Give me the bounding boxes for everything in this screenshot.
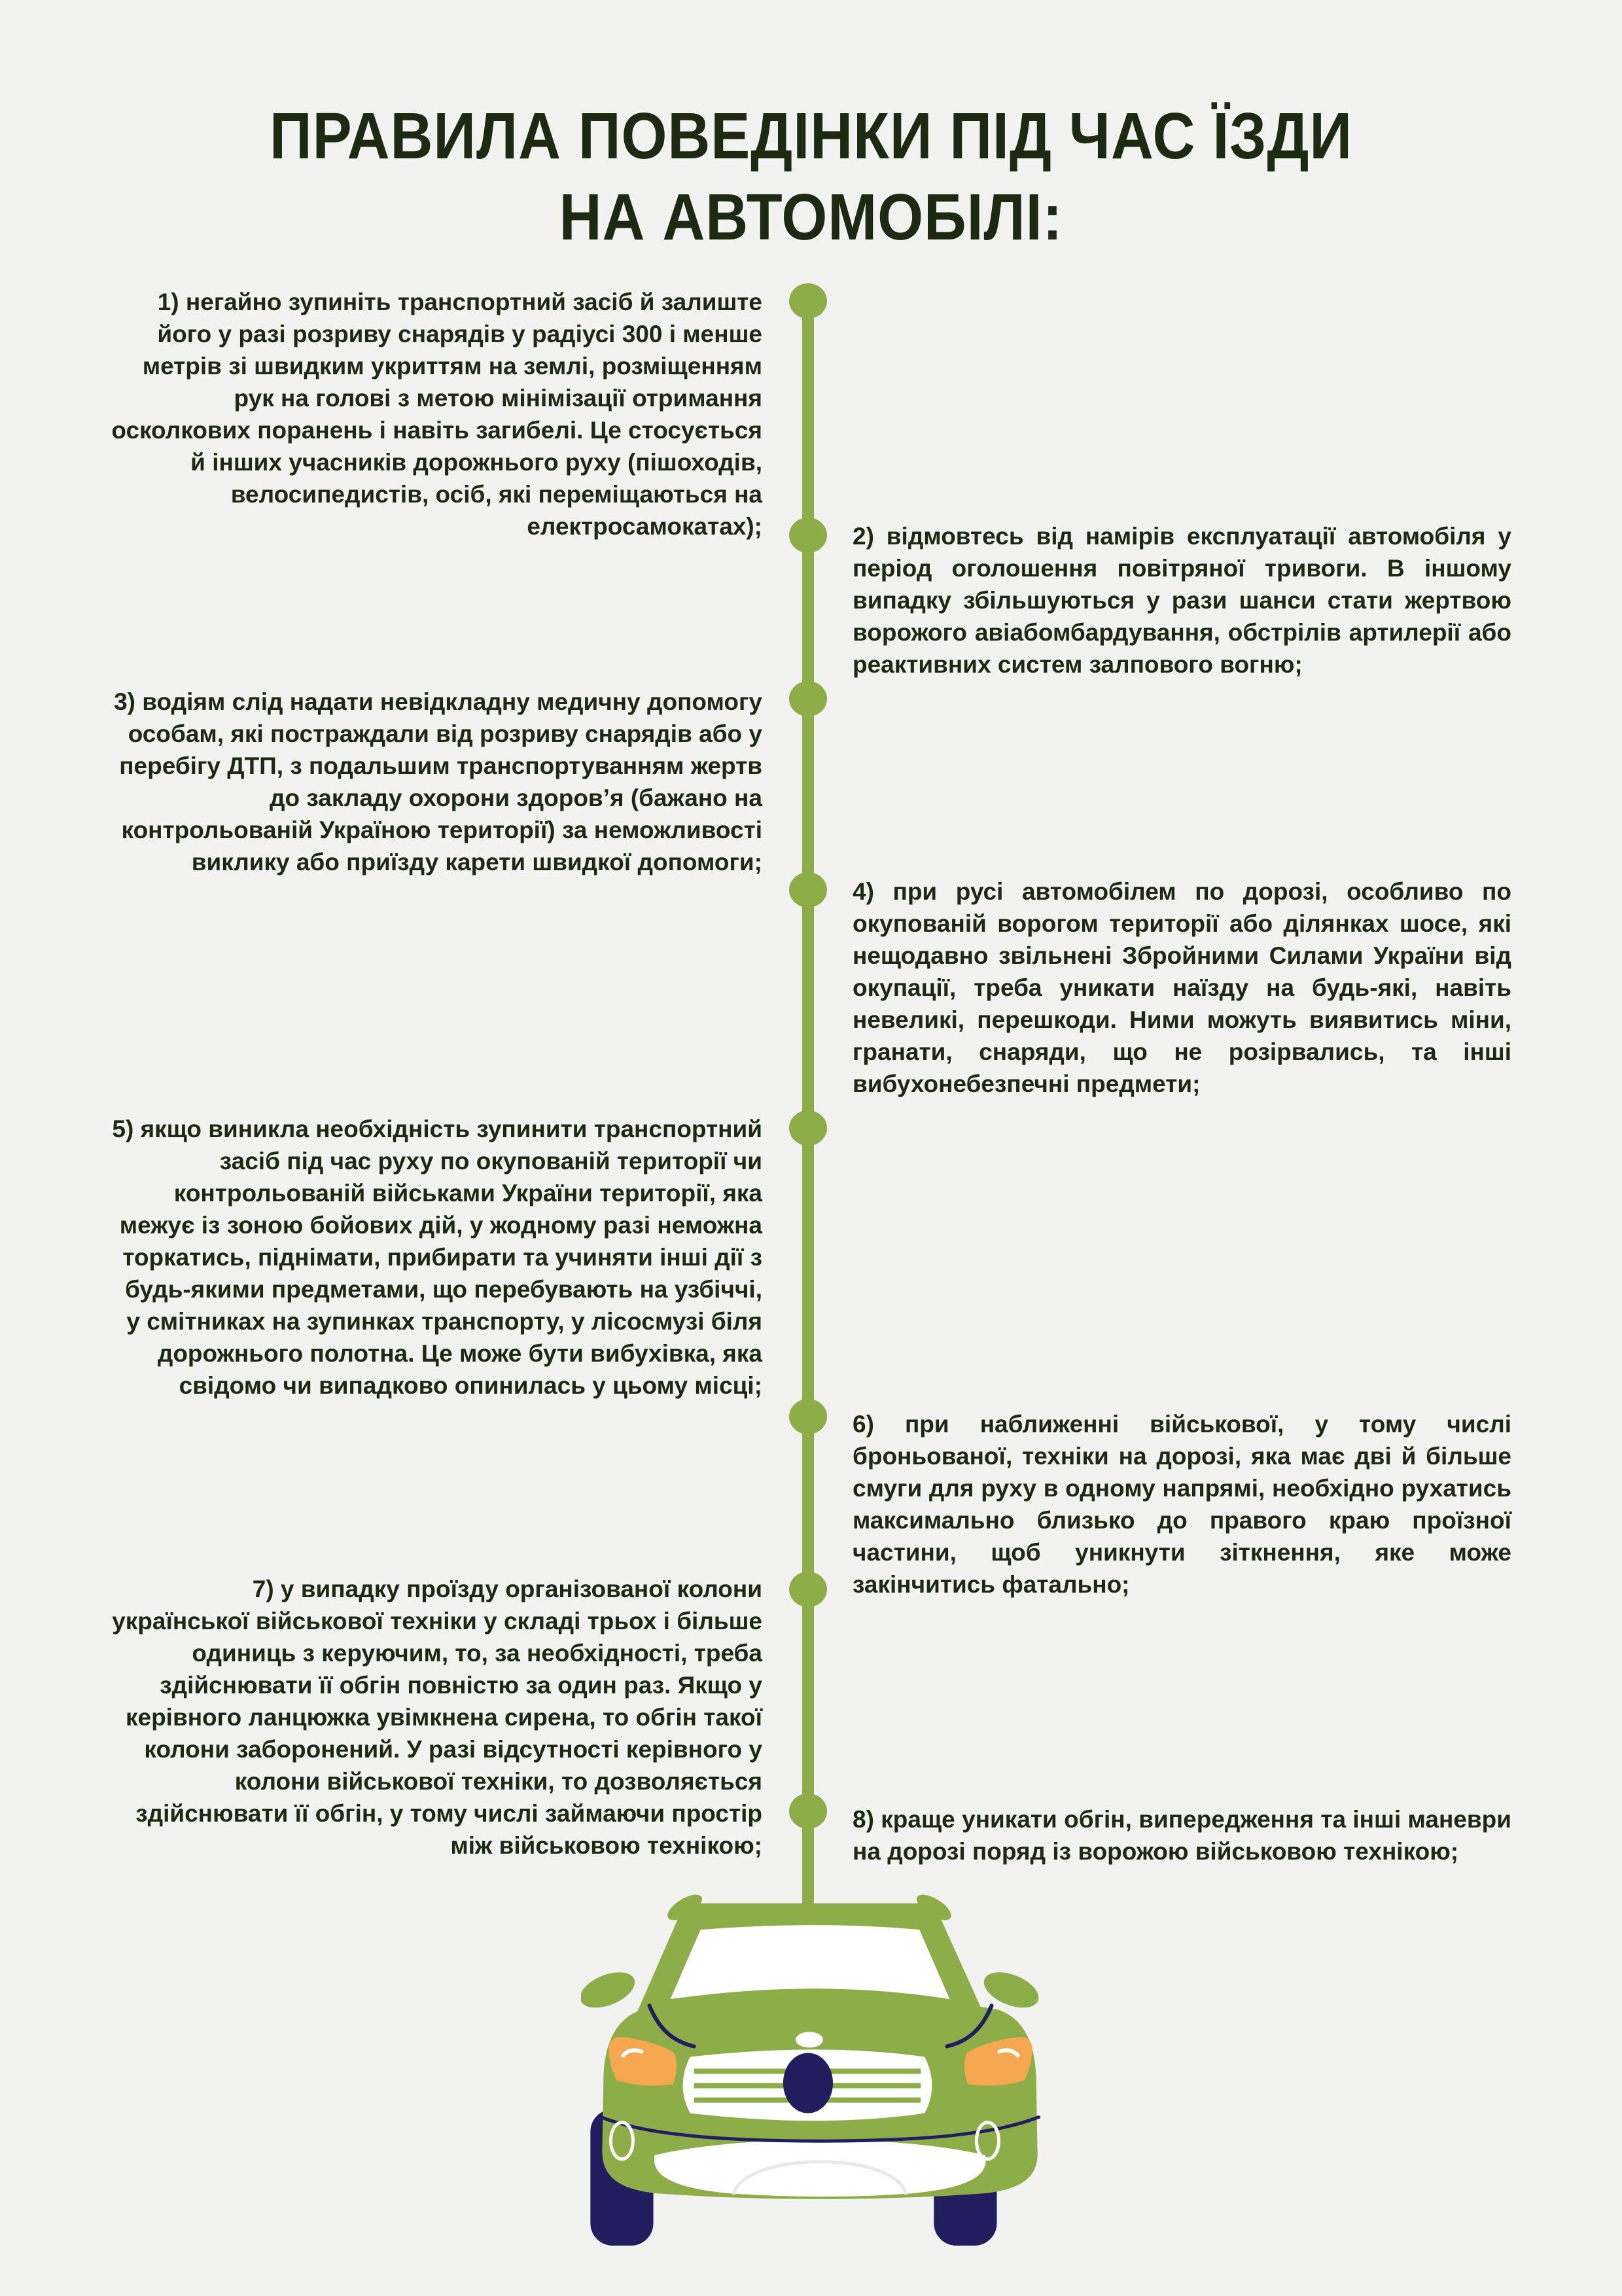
timeline-dot-7 [789,1572,827,1607]
timeline-item-5-text: 5) якщо виникла необхідність зупинити транспортний засіб під час руху по окупованій території чи контрольованій військами України території, яка межує із зоною бойових дій, у жодному разі неможна торкатись, піднімати, прибирати та учиняти інші дії з будь-якими предметами, що перебувають на узбіччі, у смітниках на зупинках транспорту, у лісосмузі біля дорожнього полотна. Це може бути вибухівка, яка свідомо чи випадково опинилась у цьому місці; [112,1116,762,1399]
timeline-dot-8 [789,1793,827,1829]
car-front-icon [581,1894,1060,2252]
timeline-item-2-text: 2) відмовтесь від намірів експлуатації автомобіля у період оголошення повітряної тривоги. В іншому випадку збільшуються у рази шанси стати жертвою ворожого авіабомбардування, обстрілів артилерії або реактивних систем залпового вогню; [853,523,1511,678]
timeline-item-6-text: 6) при наближенні військової, у тому числі броньованої, техніки на дорозі, яка має дві й більше смуги для руху в одному напрямі, необхідно рухатись максимально близько до правого краю проїзної частини, щоб уникнути зіткнення, яке може закінчитись фатально; [853,1411,1511,1598]
timeline-dot-2 [789,518,827,553]
car-mirror-left [581,1965,640,2015]
car-windshield [671,1925,950,1999]
page-title-line2: НА АВТОМОБІЛІ: [559,181,1063,254]
timeline-item-4-text: 4) при русі автомобілем по дорозі, особливо по окупованій ворогом території або ділянках шосе, які нещодавно звільнені Збройними Силами України від окупації, треба уникати наїзду на будь-які, навіть невеликі, перешкоди. Ними можуть виявитись міни, гранати, снаряди, що не розірвались, та інші вибухонебезпечні предмети; [853,878,1511,1097]
car-grille-badge [783,2053,833,2113]
page-title-line1: ПРАВИЛА ПОВЕДІНКИ ПІД ЧАС ЇЗДИ [270,99,1352,173]
page-title [81,96,1541,258]
car-mirror-right [979,1965,1044,2015]
timeline-dot-5 [789,1110,827,1146]
timeline-dot-6 [789,1399,827,1434]
timeline-item-7-text: 7) у випадку проїзду організованої колони української військової техніки у складі трьох і більше одиниць з керуючим, то, за необхідності, треба здійснювати її обгін повністю за один раз. Якщо у керівного ланцюжка увімкнена сирена, то обгін такої колони заборонений. У разі відсутності керівного у колони військової техніки, то дозволяється здійснювати її обгін, у тому числі займаючи простір між військовою технікою; [112,1576,762,1859]
timeline-dot-1 [789,283,827,319]
timeline-item-1-text: 1) негайно зупиніть транспортний засіб й залиште його у разі розриву снарядів у радіусі 300 і менше метрів зі швидким укриттям на землі, розміщенням рук на голові з метою мінімізації отримання осколкових поранень і навіть загибелі. Це стосується й інших учасників дорожнього руху (пішоходів, велосипедистів, осіб, які переміщаються на електросамокатах); [111,289,762,540]
timeline-dot-4 [789,872,827,908]
timeline-item-3-text: 3) водіям слід надати невідкладну медичну допомогу особам, які постраждали від розриву снарядів або у перебігу ДТП, з подальшим транспортуванням жертв до закладу охорони здоров’я (бажано на контрольованій Україною території) за неможливості виклику або приїзду карети швидкої допомоги; [114,688,762,875]
timeline-item-8-text: 8) краще уникати обгін, випередження та інші маневри на дорозі поряд із ворожою військовою технікою; [853,1806,1511,1865]
car-bumper [654,2140,986,2197]
timeline-dot-3 [789,681,827,716]
